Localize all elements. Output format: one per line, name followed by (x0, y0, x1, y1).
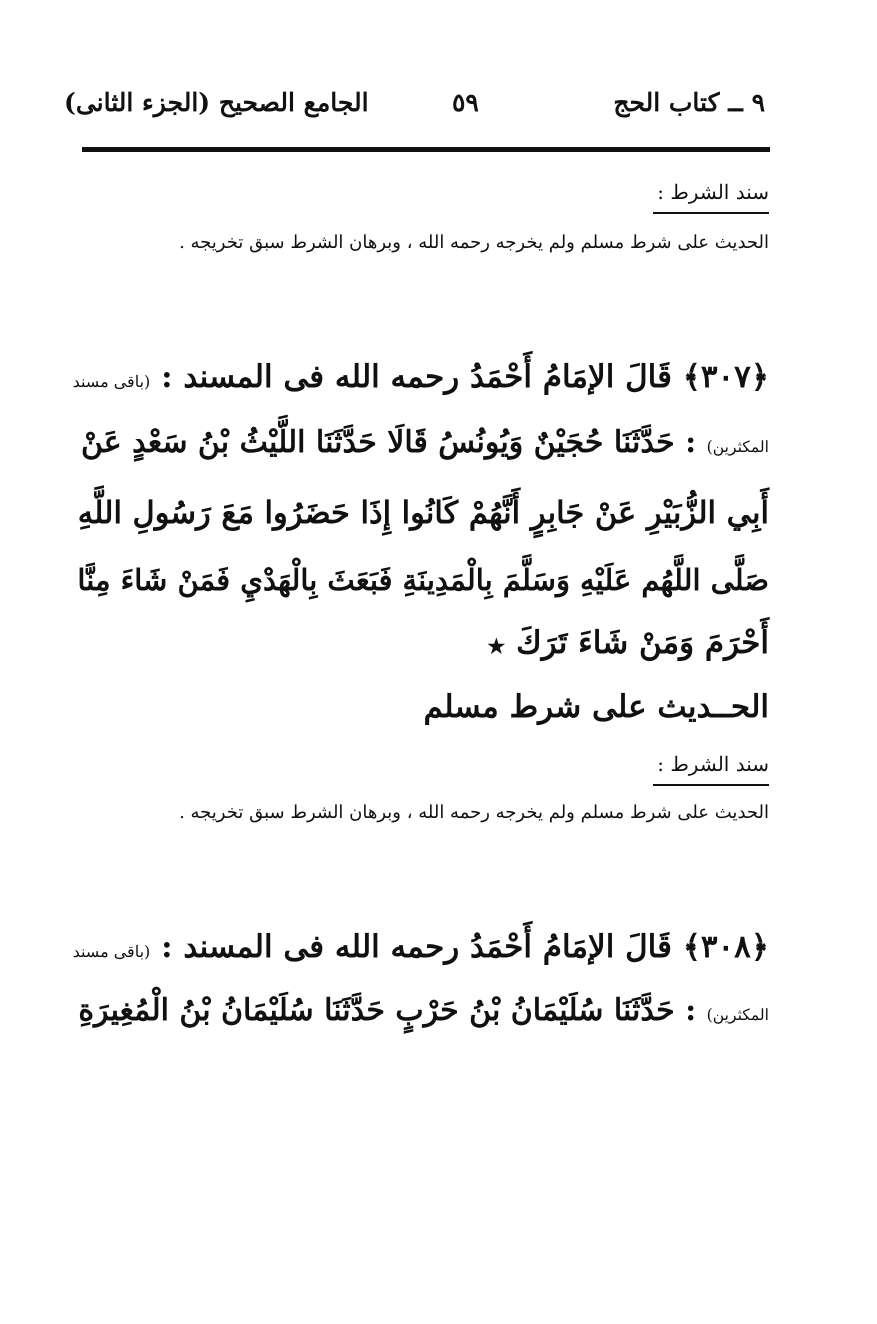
hadith-308-intro-line (72, 929, 769, 965)
hadith-308-line2 (78, 993, 769, 1028)
sanad-underline (653, 212, 769, 214)
hadith-307-line4: صَلَّى اللَّهُم عَلَيْهِ وَسَلَّمَ بِالْمَدِينَةِ فَبَعَثَ بِالْهَدْيِ فَمَنْ شَاءَ مِنَّا (77, 563, 769, 597)
star-icon: ★ (487, 634, 506, 658)
source-reference-b: المكثرين) (706, 1006, 769, 1024)
sanad-text: الحديث على شرط مسلم ولم يخرجه رحمه الله ، وبرهان الشرط سبق تخريجه . (179, 232, 769, 253)
hadith-307-line2 (80, 425, 769, 460)
book-title: الجامع الصحيح (الجزء الثانى) (64, 88, 369, 117)
hadith-text: أَحْرَمَ وَمَنْ شَاءَ تَرَكَ (516, 625, 769, 661)
sanad-heading: سند الشرط : (657, 180, 769, 204)
hadith-intro: قَالَ الإمَامُ أَحْمَدُ رحمه الله فى المسند : (161, 929, 672, 965)
hadith-text: : حَدَّثَنَا حُجَيْنٌ وَيُونُسُ قَالَا حَدَّثَنَا اللَّيْثُ بْنُ سَعْدٍ عَنْ (80, 425, 697, 460)
hadith-intro: قَالَ الإمَامُ أَحْمَدُ رحمه الله فى المسند : (161, 359, 672, 395)
page-number: ٥٩ (452, 88, 479, 117)
sanad-heading: سند الشرط : (657, 752, 769, 776)
chapter-title: ٩ ــ كتاب الحج (613, 88, 765, 117)
source-reference-b: المكثرين) (706, 438, 769, 456)
sanad-underline (653, 784, 769, 786)
hadith-text: : حَدَّثَنَا سُلَيْمَانُ بْنُ حَرْبٍ حَدَّثَنَا سُلَيْمَانُ بْنُ الْمُغِيرَةِ (78, 993, 697, 1028)
hadith-307-line5 (487, 625, 769, 661)
hadith-number: ﴿٣٠٧﴾ (682, 359, 769, 395)
header-rule (82, 147, 770, 152)
hadith-307-verdict: الحــديث على شرط مسلم (423, 689, 769, 725)
sanad-text: الحديث على شرط مسلم ولم يخرجه رحمه الله ، وبرهان الشرط سبق تخريجه . (179, 802, 769, 823)
hadith-307-intro-line (72, 359, 769, 395)
hadith-307-line3: أَبِي الزُّبَيْرِ عَنْ جَابِرٍ أَنَّهُمْ كَانُوا إِذَا حَضَرُوا مَعَ رَسُولِ اللَّهِ (77, 495, 769, 531)
source-reference-a: (باقى مسند (72, 942, 151, 961)
source-reference-a: (باقى مسند (72, 372, 151, 391)
hadith-number: ﴿٣٠٨﴾ (682, 929, 769, 965)
